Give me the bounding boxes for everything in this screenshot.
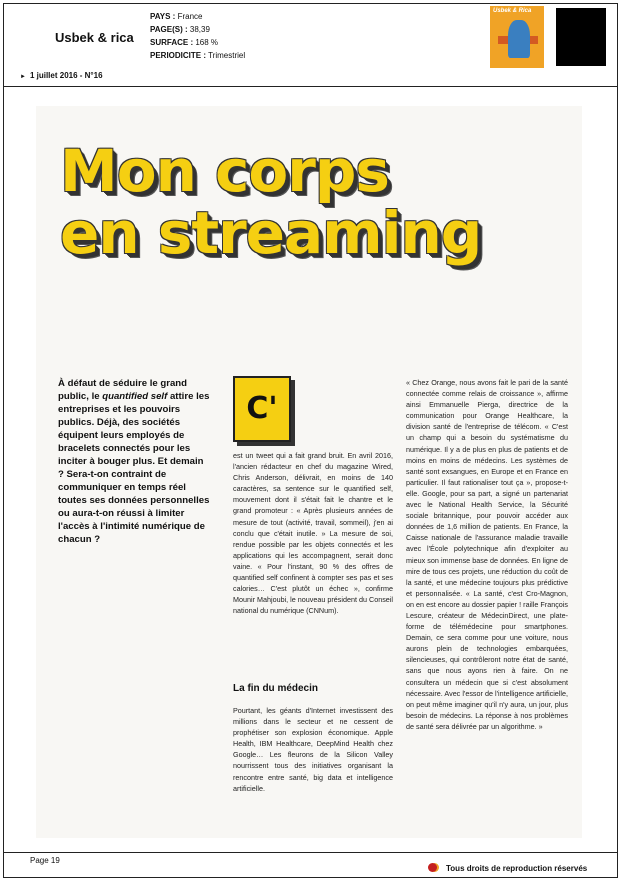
headline-line-1: Mon corps bbox=[60, 137, 389, 205]
body-column-right: « Chez Orange, nous avons fait le pari de la santé connectée comme relais de croissance », affirme ainsi Emmanuelle Pierga, directrice de la communication pour Orange Healthcare, la division santé de l'entreprise de télécom. « C'est un champ qui a besoin du systématisme du numérique. Il y a de plus en plus de patients et de moins en moins de médecins. Les systèmes de santé sont exsangues, en Europe et en France en particulier. Il faut rationaliser tout ça », propose-t-elle. Google, pour sa part, a signé un partenariat avec le National Health Service, la Sécurité sociale britannique, pour pouvoir accéder aux données de 1,6 million de patients. En France, la Caisse nationale de l'assurance maladie travaille avec l'École polytechnique afin d'exploiter au mieux son immense base de données. En ligne de mire de tous ces projets, une réduction du coût de la santé, et une médecine toujours plus prédictive et personnalisée. « La santé, c'est Cro-Magnon, on en est encore au dossier papier ! raille François Lescure, créateur de MédecinDirect, une plate-forme de télémédecine pour smartphones. Demain, ce sera comme pour une voiture, nous aurons plein de technologies embarquées, silencieuses, qui contrôleront notre état de santé, sans que nous ayons rien à faire. On ne consultera un médecin que si c'est absolument nécessaire. Avec l'essor de l'intelligence artificielle, on peut même imaginer qu'il n'y aura, un jour, plus besoin de médecins. La réponse à nos problèmes de santé sera délivrée par un algorithme. » bbox=[406, 378, 568, 731]
body-column-middle-continued: Pourtant, les géants d'Internet investissent des millions dans le secteur et ne cessent de prophétiser son explosion économique. Apple Health, IBM Healthcare, DeepMind Health chez Google… Les fleurons de la Silicon Valley nourrissent tous des initiatives organisant la rencontre entre santé, big data et intelligence artificielle. bbox=[233, 706, 393, 793]
triangle-icon: ► bbox=[20, 74, 26, 80]
article-headline bbox=[60, 137, 530, 267]
publication-name: Usbek & rica bbox=[55, 30, 134, 45]
meta-row: PAGE(S) : 38,39 bbox=[150, 25, 210, 34]
meta-row: PERIODICITE : Trimestriel bbox=[150, 51, 246, 60]
rights-icon bbox=[428, 863, 437, 872]
rights-notice: Tous droits de reproduction réservés bbox=[446, 864, 588, 873]
headline-line-2: en streaming bbox=[60, 199, 482, 267]
meta-row: SURFACE : 168 % bbox=[150, 38, 219, 47]
cover-figure bbox=[508, 20, 530, 58]
drop-cap: C' bbox=[233, 376, 291, 442]
issue-date-text: 1 juillet 2016 - N°16 bbox=[29, 71, 103, 80]
meta-row: PAYS : France bbox=[150, 12, 203, 21]
press-metadata bbox=[150, 10, 245, 62]
page-number: Page 19 bbox=[30, 856, 60, 865]
body-column-middle: est un tweet qui a fait grand bruit. En avril 2016, l'ancien rédacteur en chef du magazine Wired, Chris Anderson, délivrait, en moins de 140 caractères, sa sentence sur le quantified self, mouvement dont il s'était fait le chantre et le grand promoteur : « Après plusieurs années de mesure de tout (activité, travail, sommeil), j'en ai conclu que c'était inutile. » La mesure de soi, rendue possible par les objets connectés et les applications qui les accompagnent, serait donc vaine. « Pour l'instant, 90 % des offres de quantified self confinent à compter ses pas et ses calories… C'est plutôt un échec », confirme Mounir Mahjoubi, le nouveau président du Conseil national du numérique (CNNum). bbox=[233, 451, 393, 616]
article-intro: À défaut de séduire le grand public, le quantified self attire les entreprises et les pouvoirs publics. Déjà, des sociétés équipent leurs employés de bracelets connectés pour les inciter à bouger plus. Et demain ? Sera-t-on contraint de communiquer en temps réel toutes ses données personnelles ou aura-t-on réussi à limiter l'accès à l'intimité numérique de chacun ? bbox=[58, 378, 210, 545]
magazine-cover-thumbnail bbox=[490, 6, 544, 68]
issue-date bbox=[20, 71, 103, 80]
cover-title: Usbek & Rica bbox=[493, 8, 532, 14]
redacted-logo bbox=[556, 8, 606, 66]
footer-divider bbox=[3, 852, 618, 853]
section-subhead: La fin du médecin bbox=[233, 683, 319, 694]
header-divider bbox=[3, 86, 618, 87]
